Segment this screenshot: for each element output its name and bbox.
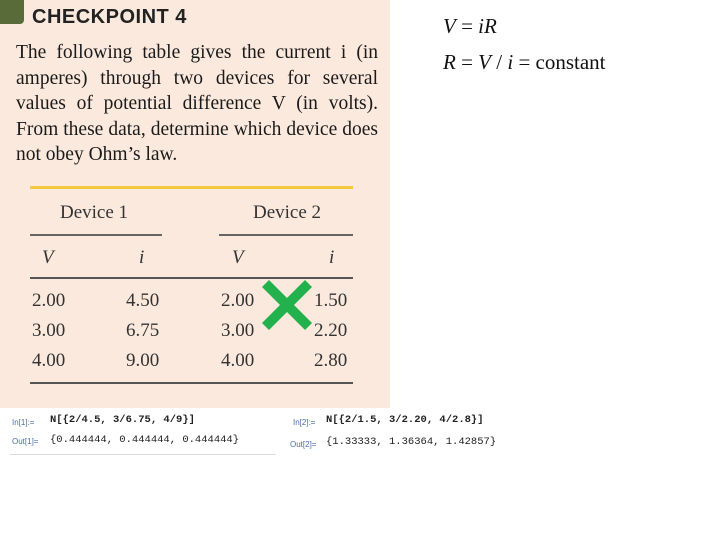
device2-row1-i: 1.50 [314,290,348,311]
in2-code: N[{2/1.5, 3/2.20, 4/2.8}] [326,414,484,426]
device1-row2-i: 6.75 [126,320,160,341]
device1-row3-v: 4.00 [32,350,66,371]
checkpoint-logo-icon [0,0,24,24]
out2-label: Out[2]= [290,440,317,449]
formula2-eq: = [455,50,479,74]
question-text: The following table gives the current i (in amperes) through two devices for several values of potential difference V (in volts). From these data, determine which device does not obey Ohm’s law. [16,42,378,165]
device1-row2-v: 3.00 [32,320,66,341]
ohm-law-formula [443,14,497,39]
in2-label: In[2]:= [293,418,316,427]
device2-row2-i: 2.20 [314,320,348,341]
formula2-mid: V [478,50,491,74]
formula2-tail: = constant [513,50,606,74]
cell1-separator [10,454,276,455]
x-mark-icon [260,278,314,332]
device1-col-v: V [42,247,54,268]
device1-row3-i: 9.00 [126,350,160,371]
resistance-formula [443,50,606,75]
device2-header-rule [219,234,353,236]
device2-col-v: V [232,247,244,268]
formula2-lhs: R [443,50,456,74]
out1-value: {0.444444, 0.444444, 0.444444} [50,434,240,446]
device1-row1-i: 4.50 [126,290,160,311]
formula1-eq: = [455,14,479,38]
device1-col-i: i [139,247,145,268]
formula2-den: i [507,50,514,74]
device1-header-rule [30,234,162,236]
formula2-slash: / [491,50,508,74]
device1-row1-v: 2.00 [32,290,66,311]
device2-row1-v: 2.00 [221,290,255,311]
device2-row2-v: 3.00 [221,320,255,341]
device1-title: Device 1 [60,202,129,223]
in1-label: In[1]:= [12,418,35,427]
out2-value: {1.33333, 1.36364, 1.42857} [326,436,497,448]
device2-row3-v: 4.00 [221,350,255,371]
device2-row3-i: 2.80 [314,350,348,371]
formula1-rhs: iR [478,14,497,38]
formula1-lhs: V [443,14,456,38]
device2-title: Device 2 [253,202,322,223]
out1-label: Out[1]= [12,437,39,446]
device2-col-i: i [329,247,335,268]
table-bottom-rule [30,382,353,384]
checkpoint-title: CHECKPOINT 4 [32,6,187,28]
in1-code: N[{2/4.5, 3/6.75, 4/9}] [50,414,195,426]
table-top-rule [30,186,353,189]
checkpoint-panel [0,0,390,408]
